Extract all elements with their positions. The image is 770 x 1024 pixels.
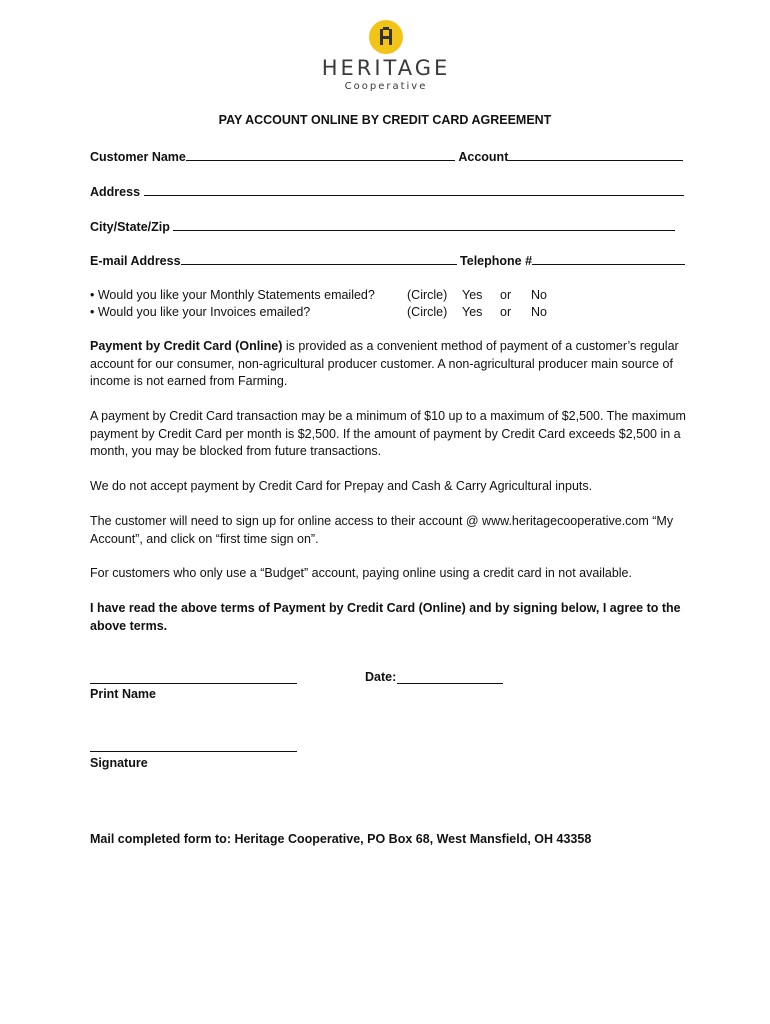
address-label: Address xyxy=(90,185,141,199)
statements-yes-option[interactable]: Yes xyxy=(462,288,483,302)
signature-label: Signature xyxy=(90,756,148,770)
print-name-line[interactable] xyxy=(90,683,297,684)
paragraph-exclusions: We do not accept payment by Credit Card for Prepay and Cash & Carry Agricultural inputs. xyxy=(90,479,593,493)
print-name-label: Print Name xyxy=(90,687,156,701)
account-field[interactable] xyxy=(508,149,683,161)
question-invoices: • Would you like your Invoices emailed? xyxy=(90,305,311,319)
paragraph-payment-method-bold: Payment by Credit Card (Online) xyxy=(90,339,283,353)
city-state-zip-label: City/State/Zip xyxy=(90,220,170,234)
date-label: Date: xyxy=(365,670,397,684)
paragraph-agreement: I have read the above terms of Payment by Credit Card (Online) and by signing below, I agree to the above terms. xyxy=(90,601,681,633)
customer-name-row xyxy=(90,149,683,164)
logo-subtitle: Cooperative xyxy=(344,81,428,92)
or-text: or xyxy=(500,288,512,302)
city-state-zip-field[interactable] xyxy=(173,219,675,231)
telephone-label: Telephone # xyxy=(460,254,533,268)
paragraph-budget: For customers who only use a “Budget” account, paying online using a credit card in not available. xyxy=(90,566,632,580)
circle-hint: (Circle) xyxy=(407,288,448,302)
mail-instructions: Mail completed form to: Heritage Cooperative, PO Box 68, West Mansfield, OH 43358 xyxy=(90,832,592,846)
address-row xyxy=(90,184,684,199)
customer-name-field[interactable] xyxy=(186,149,455,161)
customer-name-label: Customer Name xyxy=(90,150,186,164)
form-title: PAY ACCOUNT ONLINE BY CREDIT CARD AGREEMENT xyxy=(218,113,552,127)
city-state-zip-row xyxy=(90,219,675,234)
or-text: or xyxy=(500,305,512,319)
heritage-logo-icon xyxy=(369,20,403,54)
paragraph-payment-method-text: is provided as a convenient method of payment of a customer’s regular account for our consumer, non-agricultural producer customer. A non-agricultural producer main source of income is not earned from Farming. xyxy=(90,339,679,388)
circle-hint: (Circle) xyxy=(407,305,448,319)
question-statements: • Would you like your Monthly Statements emailed? xyxy=(90,288,375,302)
invoices-yes-option[interactable]: Yes xyxy=(462,305,483,319)
paragraph-payment-method xyxy=(90,338,690,391)
email-field[interactable] xyxy=(181,253,457,265)
signature-line[interactable] xyxy=(90,751,297,752)
logo-wordmark: HERITAGE xyxy=(321,56,451,80)
invoices-no-option[interactable]: No xyxy=(531,305,547,319)
email-row xyxy=(90,253,685,268)
account-label: Account xyxy=(458,150,509,164)
telephone-field[interactable] xyxy=(532,253,685,265)
statements-no-option[interactable]: No xyxy=(531,288,547,302)
email-label: E-mail Address xyxy=(90,254,181,268)
date-line[interactable] xyxy=(397,683,503,684)
paragraph-signup: The customer will need to sign up for online access to their account @ www.heritagecooperative.com “My Account”, and click on “first time sign on”. xyxy=(90,514,674,546)
address-field[interactable] xyxy=(144,184,684,196)
paragraph-limits: A payment by Credit Card transaction may be a minimum of $10 up to a maximum of $2,500. The maximum payment by Credit Card per month is $2,500. If the amount of payment by Credit Card exceeds $2,500 in a month, you may be blocked from future transactions. xyxy=(90,409,686,458)
